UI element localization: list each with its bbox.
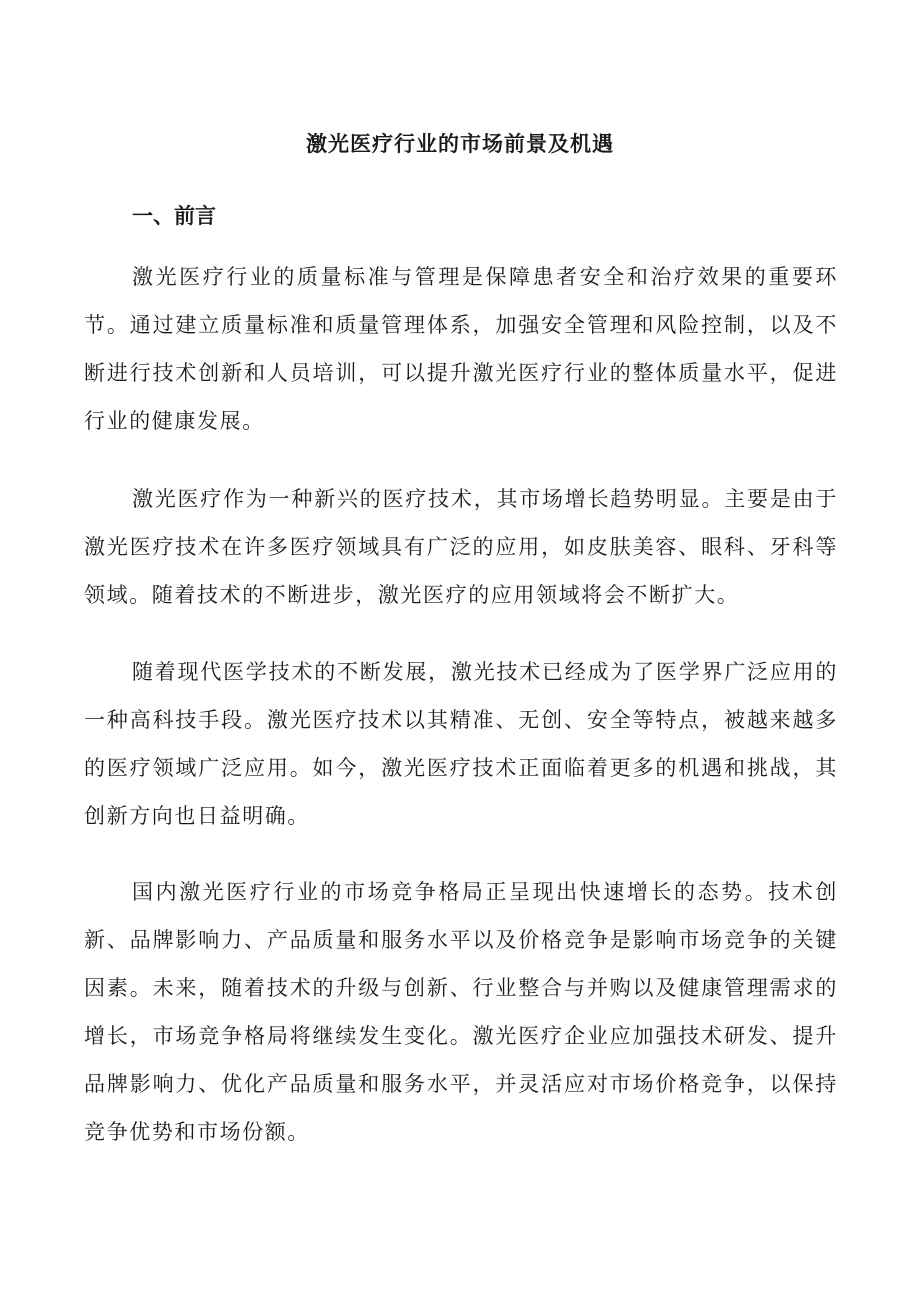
paragraph: 随着现代医学技术的不断发展，激光技术已经成为了医学界广泛应用的一种高科技手段。激光医疗技术以其精准、无创、安全等特点，被越来越多的医疗领域广泛应用。如今，激光医疗技术正面临着更多的机遇和挑战，其创新方向也日益明确。 [84, 660, 838, 828]
paragraph: 激光医疗作为一种新兴的医疗技术，其市场增长趋势明显。主要是由于激光医疗技术在许多医疗领域具有广泛的应用，如皮肤美容、眼科、牙科等领域。随着技术的不断进步，激光医疗的应用领域将会不断扩大。 [84, 487, 838, 607]
section-heading: 一、前言 [132, 203, 216, 228]
paragraph: 国内激光医疗行业的市场竞争格局正呈现出快速增长的态势。技术创新、品牌影响力、产品质量和服务水平以及价格竞争是影响市场竞争的关键因素。未来，随着技术的升级与创新、行业整合与并购以及健康管理需求的增长，市场竞争格局将继续发生变化。激光医疗企业应加强技术研发、提升品牌影响力、优化产品质量和服务水平，并灵活应对市场价格竞争，以保持竞争优势和市场份额。 [84, 880, 838, 1144]
page-title: 激光医疗行业的市场前景及机遇 [306, 131, 614, 156]
paragraph: 激光医疗行业的质量标准与管理是保障患者安全和治疗效果的重要环节。通过建立质量标准和质量管理体系，加强安全管理和风险控制，以及不断进行技术创新和人员培训，可以提升激光医疗行业的整体质量水平，促进行业的健康发展。 [84, 265, 838, 433]
